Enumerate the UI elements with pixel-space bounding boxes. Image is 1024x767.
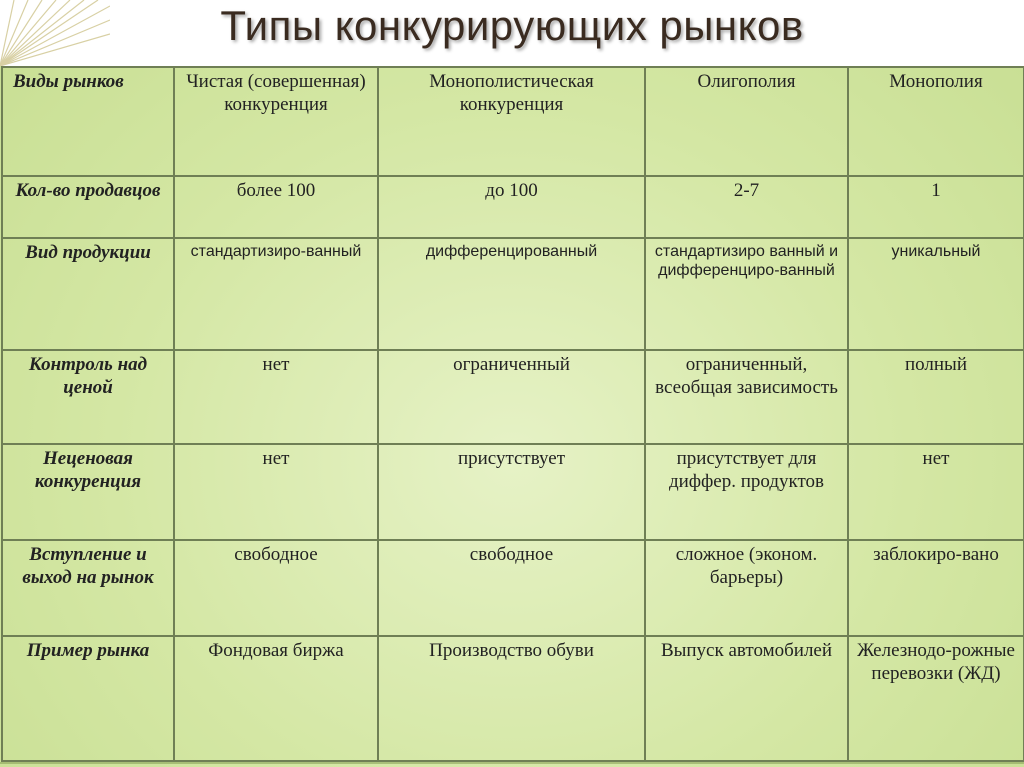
table-cell: 2-7 — [645, 176, 848, 238]
table-cell: Железнодо-рожные перевозки (ЖД) — [848, 636, 1024, 761]
table-cell: сложное (эконом. барьеры) — [645, 540, 848, 636]
table-cell: стандартизиро-ванный — [174, 238, 378, 350]
bottom-divider — [0, 762, 1024, 764]
row-header: Неценовая конкуренция — [2, 444, 174, 540]
table-row — [2, 444, 1024, 540]
table-cell: 1 — [848, 176, 1024, 238]
table-header-row — [2, 67, 1024, 176]
title-bar — [0, 0, 1024, 66]
table-cell: присутствует для диффер. продуктов — [645, 444, 848, 540]
table-cell: уникальный — [848, 238, 1024, 350]
table-cell: до 100 — [378, 176, 645, 238]
table-cell: ограниченный, всеобщая зависимость — [645, 350, 848, 444]
table-cell: нет — [174, 350, 378, 444]
row-header: Вид продукции — [2, 238, 174, 350]
table-cell: более 100 — [174, 176, 378, 238]
column-header-oligopoly: Олигополия — [645, 67, 848, 176]
table-row — [2, 350, 1024, 444]
table-cell: нет — [848, 444, 1024, 540]
market-types-table — [1, 66, 1024, 762]
column-header-pure-competition: Чистая (совершенная) конкуренция — [174, 67, 378, 176]
table-cell: присутствует — [378, 444, 645, 540]
table-row — [2, 540, 1024, 636]
row-header: Пример рынка — [2, 636, 174, 761]
table-cell: Производство обуви — [378, 636, 645, 761]
table-row — [2, 176, 1024, 238]
row-header: Контроль над ценой — [2, 350, 174, 444]
column-header-monopoly: Монополия — [848, 67, 1024, 176]
table-cell: дифференцированный — [378, 238, 645, 350]
table-row — [2, 636, 1024, 761]
corner-header: Виды рынков — [2, 67, 174, 176]
row-header: Кол-во продавцов — [2, 176, 174, 238]
table-cell: полный — [848, 350, 1024, 444]
page-title: Типы конкурирующих рынков — [220, 2, 804, 49]
table-cell: свободное — [378, 540, 645, 636]
table-cell: свободное — [174, 540, 378, 636]
table-cell: Фондовая биржа — [174, 636, 378, 761]
table-cell: ограниченный — [378, 350, 645, 444]
table-cell: Выпуск автомобилей — [645, 636, 848, 761]
row-header: Вступление и выход на рынок — [2, 540, 174, 636]
table-row — [2, 238, 1024, 350]
table-cell: заблокиро-вано — [848, 540, 1024, 636]
table-cell: стандартизиро ванный и дифференциро-ванный — [645, 238, 848, 350]
table-cell: нет — [174, 444, 378, 540]
column-header-monopolistic-competition: Монополистическая конкуренция — [378, 67, 645, 176]
